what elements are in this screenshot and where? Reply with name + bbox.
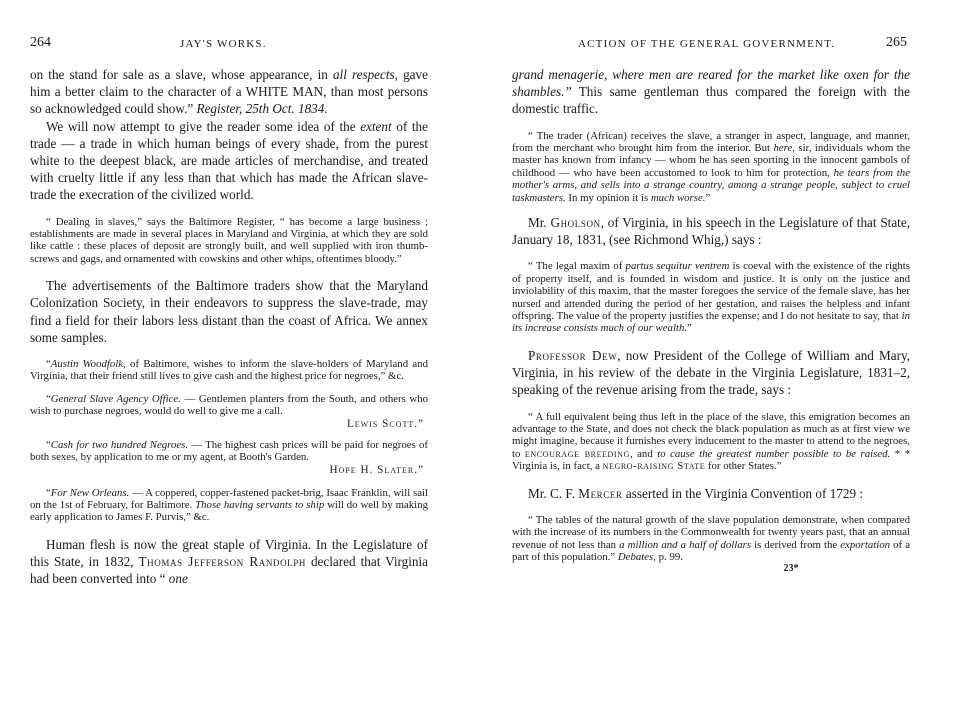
ad-signature: Lewis Scott.”: [346, 417, 424, 430]
running-head: JAY'S WORKS.: [180, 38, 267, 50]
block-quote: “ Dealing in slaves,” says the Baltimore Register, “ has become a large business ; establishments are made in several places in Maryland and Virginia, at which they are sold like cattle : these places of deposit are strongly built, and well supplied with iron thumb-screws and gags, and ornamented with cowskins and other whips, oftentimes bloody.”: [30, 215, 428, 265]
advertisement: “Cash for two hundred Negroes. — The highest cash prices will be paid for negroes of both sexes, by application to me or my agent, at Booth's Garden.: [30, 438, 428, 464]
block-quote: “ The trader (African) receives the slave, a stranger in aspect, language, and manner, from the merchant who brought him from the interior. But here, sir, individuals whom the master has known from infancy — whom he has seen sporting in the innocent gambols of childhood — who have been accustomed to look to him for protection, he tears from the mother's arms, and sells into a strange country, among a strange people, subject to cruel taskmasters. In my opinion it is much worse.”: [512, 129, 910, 204]
paragraph: Professor Dew, now President of the College of William and Mary, Virginia, in his review of the debate in the Virginia Legislature, 1831–2, speaking of the revenue arising from the trade, says :: [512, 347, 911, 398]
paragraph: Human flesh is now the great staple of Virginia. In the Legislature of this State, in 1832, Thomas Jefferson Randolph declared that Virginia had been converted into “ one: [30, 536, 428, 587]
paragraph: Mr. Gholson, of Virginia, in his speech in the Legislature of that State, January 18, 1831, (see Richmond Whig,) says :: [512, 215, 910, 248]
right-page-body: [512, 66, 910, 574]
paragraph: Mr. C. F. Mercer asserted in the Virginia Convention of 1729 :: [528, 485, 864, 501]
paragraph: We will now attempt to give the reader some idea of the extent of the trade — a trade in which human beings of every shade, from the purest white to the deepest black, are made articles of merchandise, and treated with cruelty little if any less than that which has made the African slave-trade the execration of the civilized world.: [30, 118, 428, 203]
running-head: ACTION OF THE GENERAL GOVERNMENT.: [578, 38, 836, 50]
paragraph: The advertisements of the Baltimore traders show that the Maryland Colonization Society, in their endeavors to suppress the slave-trade, may find a field for their labors less distant than the coast of Africa. We annex some samples.: [30, 278, 428, 345]
paragraph: on the stand for sale as a slave, whose appearance, in all respects, gave him a better claim to the character of a WHITE MAN, than most persons so acknowledged could show.” Register, 25th Oct. 1834.: [30, 67, 428, 117]
advertisement: “General Slave Agency Office. — Gentlemen planters from the South, and others who wish to purchase negroes, would do well to give me a call.: [30, 392, 428, 418]
left-page-body: [30, 66, 428, 587]
block-quote: “ The tables of the natural growth of the slave population demonstrate, when compared with the increase of its numbers in the Commonwealth for twenty years past, that an annual revenue of not less than a million and a half of dollars is derived from the exportation of a part of this population.” Debates, p. 99.: [512, 513, 910, 563]
advertisement: “For New Orleans. — A coppered, copper-fastened packet-brig, Isaac Franklin, will sail on the 1st of February, for Baltimore. Those having servants to ship will do well by making early application to James F. Purvis,” &c.: [30, 486, 428, 524]
page-number: 265: [886, 35, 907, 50]
right-page: [490, 0, 980, 709]
paragraph: grand menagerie, where men are reared for the market like oxen for the shambles.” This same gentleman thus compared the foreign with the domestic traffic.: [512, 67, 910, 117]
ad-signature: Hope H. Slater.”: [329, 463, 424, 476]
page-number: 264: [30, 35, 51, 50]
advertisement: “Austin Woodfolk, of Baltimore, wishes to inform the slave-holders of Maryland and Virginia, that their friend still lives to give cash and the highest price for negroes,” &c.: [30, 358, 428, 383]
signature-mark: 23*: [783, 563, 799, 575]
block-quote: “ The legal maxim of partus sequitur ventrem is coeval with the existence of the rights of property itself, and is founded in wisdom and justice. It is only on the justice and inviolability of this maxim, that the master foregoes the service of the female slave, has her nursed and attended during the period of her gestation, and raises the helpless and infant offspring. The value of the property justifies the expense; and I do not hesitate to say, that in its increase consists much of our wealth.”: [512, 260, 910, 335]
block-quote: “ A full equivalent being thus left in the place of the slave, this emigration becomes an advantage to the State, and does not check the black population as much as at first view we might imagine, because it furnishes every inducement to the master to attend to the negroes, to encourage breeding, and to cause the greatest number possible to be raised. * * Virginia is, in fact, a negro-raising State for other States.”: [512, 410, 911, 473]
